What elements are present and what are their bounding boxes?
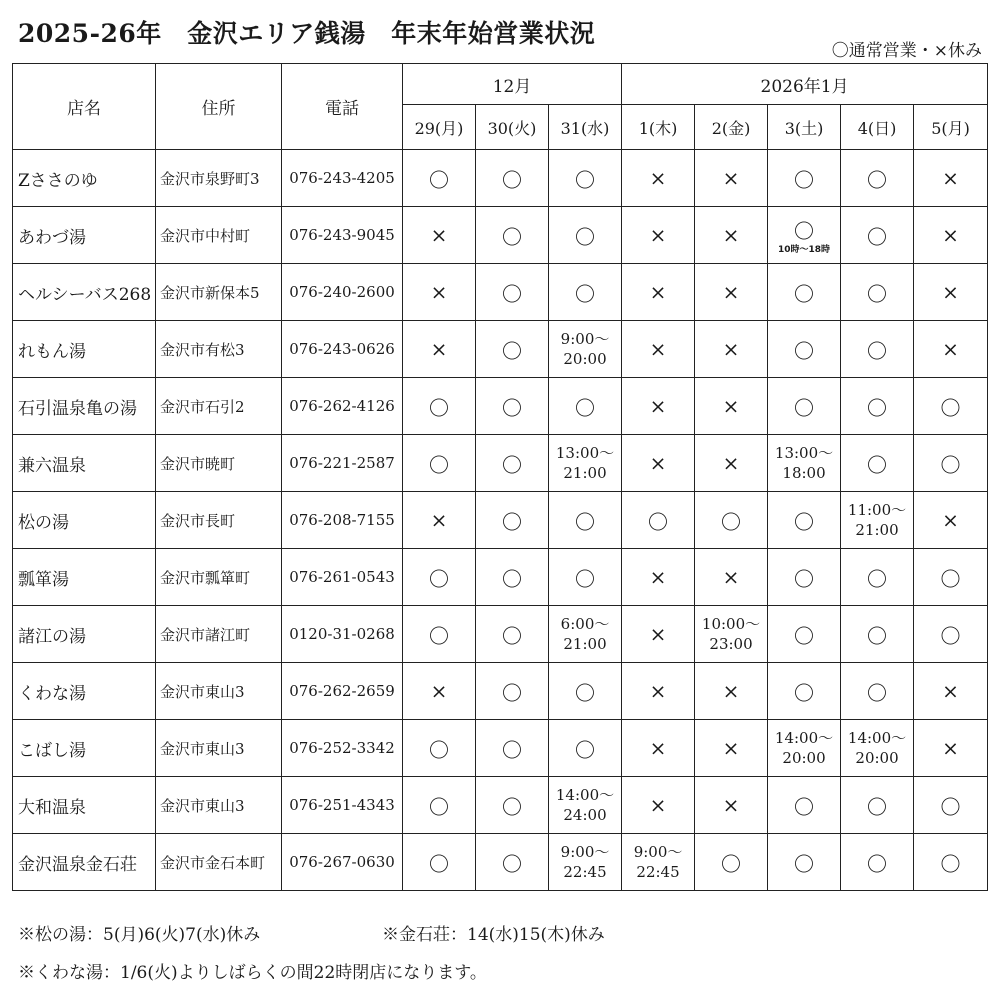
day-status-cell — [476, 435, 549, 492]
hours-open: 10:00～ — [701, 615, 761, 633]
status-mark: × — [649, 166, 667, 190]
day-status-cell — [768, 378, 841, 435]
bathhouse-address: 金沢市中村町 — [156, 207, 282, 264]
bathhouse-name: れもん湯 — [13, 321, 156, 378]
status-mark: × — [722, 223, 740, 247]
status-mark: × — [942, 166, 959, 190]
day-status-cell — [841, 378, 914, 435]
day-status-cell — [768, 492, 841, 549]
day-status-cell — [914, 207, 988, 264]
footnote-kuwanayu: ※くわな湯：1/6(火)よりしばらくの間22時閉店になります。 — [18, 963, 487, 983]
bathhouse-address: 金沢市東山3 — [156, 777, 282, 834]
day-status-cell — [768, 150, 841, 207]
day-status-cell — [476, 207, 549, 264]
status-mark: 〇 — [794, 680, 815, 705]
bathhouse-phone: 076-243-0626 — [282, 321, 403, 378]
header-day: 1(木) — [622, 105, 695, 150]
day-status-cell — [841, 549, 914, 606]
status-mark: 〇 — [794, 794, 815, 819]
day-hours-cell — [768, 720, 841, 777]
day-status-cell — [622, 435, 695, 492]
day-status-cell — [914, 492, 988, 549]
hours-open: 6:00～ — [560, 615, 610, 633]
day-status-cell — [695, 150, 768, 207]
status-mark: 〇 — [575, 224, 596, 249]
day-status-cell — [622, 606, 695, 663]
status-mark: 〇 — [721, 851, 742, 876]
day-status-cell — [768, 663, 841, 720]
status-mark: 〇 — [867, 281, 888, 306]
status-mark: × — [942, 223, 959, 247]
day-hours-cell — [549, 435, 622, 492]
status-mark: 〇 — [502, 623, 522, 648]
day-status-cell — [476, 549, 549, 606]
table-row — [13, 606, 988, 663]
day-status-cell — [841, 606, 914, 663]
table-row — [13, 435, 988, 492]
bathhouse-phone: 076-262-2659 — [282, 663, 403, 720]
status-mark: 〇 — [794, 218, 815, 243]
status-mark: 〇 — [429, 167, 449, 192]
bathhouse-name: くわな湯 — [13, 663, 156, 720]
day-status-cell — [768, 321, 841, 378]
day-status-cell — [768, 549, 841, 606]
bathhouse-address: 金沢市新保本5 — [156, 264, 282, 321]
day-status-cell — [914, 321, 988, 378]
day-status-cell — [768, 834, 841, 891]
status-mark: 〇 — [867, 851, 888, 876]
hours-open: 13:00～ — [774, 444, 834, 462]
bathhouse-address: 金沢市瓢箪町 — [156, 549, 282, 606]
hours-open: 9:00～ — [560, 843, 610, 861]
status-mark: × — [942, 337, 959, 361]
day-status-cell — [549, 663, 622, 720]
status-mark: 〇 — [429, 395, 449, 420]
day-status-cell — [695, 321, 768, 378]
status-mark: × — [722, 280, 740, 304]
day-status-cell — [695, 492, 768, 549]
day-status-cell — [695, 378, 768, 435]
status-mark: × — [649, 394, 667, 418]
day-status-cell — [622, 321, 695, 378]
status-mark: × — [430, 679, 448, 703]
day-hours-cell — [841, 492, 914, 549]
status-mark: 〇 — [575, 737, 596, 762]
status-mark: 〇 — [502, 338, 522, 363]
status-mark: 〇 — [502, 509, 522, 534]
header-day: 2(金) — [695, 105, 768, 150]
bathhouse-phone: 076-261-0543 — [282, 549, 403, 606]
table-row — [13, 720, 988, 777]
day-status-cell — [622, 777, 695, 834]
status-mark: 〇 — [648, 509, 669, 534]
hours-close: 20:00 — [782, 749, 826, 767]
bathhouse-phone: 076-240-2600 — [282, 264, 403, 321]
status-mark: 〇 — [429, 452, 449, 477]
status-mark: 〇 — [794, 281, 815, 306]
hours-open: 9:00～ — [633, 843, 683, 861]
bathhouse-name: Zささのゆ — [13, 150, 156, 207]
hours-open: 14:00～ — [555, 786, 615, 804]
day-status-cell — [549, 549, 622, 606]
hours-close: 21:00 — [563, 464, 607, 482]
status-mark: 〇 — [502, 737, 522, 762]
day-hours-cell — [622, 834, 695, 891]
day-status-cell — [914, 663, 988, 720]
status-mark: 〇 — [867, 794, 888, 819]
day-status-cell — [841, 321, 914, 378]
day-status-cell — [622, 492, 695, 549]
table-row — [13, 150, 988, 207]
bathhouse-phone: 076-243-4205 — [282, 150, 403, 207]
day-status-cell — [403, 549, 476, 606]
status-mark: × — [722, 565, 740, 589]
status-mark: 〇 — [429, 851, 449, 876]
day-status-cell — [476, 378, 549, 435]
day-status-cell — [914, 549, 988, 606]
bathhouse-address: 金沢市有松3 — [156, 321, 282, 378]
day-hours-cell — [768, 435, 841, 492]
day-status-cell — [622, 150, 695, 207]
header-day: 3(土) — [768, 105, 841, 150]
day-status-cell — [914, 264, 988, 321]
table-row — [13, 492, 988, 549]
status-mark: 〇 — [867, 566, 888, 591]
header-phone: 電話 — [282, 64, 403, 150]
day-status-cell — [403, 663, 476, 720]
table-row — [13, 663, 988, 720]
bathhouse-address: 金沢市石引2 — [156, 378, 282, 435]
day-status-cell — [914, 606, 988, 663]
day-status-cell — [695, 549, 768, 606]
hours-open: 14:00～ — [847, 729, 907, 747]
table-row — [13, 549, 988, 606]
day-status-cell — [841, 264, 914, 321]
schedule-table — [12, 63, 988, 891]
status-mark: 〇 — [794, 623, 815, 648]
header-address: 住所 — [156, 64, 282, 150]
day-status-cell — [695, 720, 768, 777]
bathhouse-phone: 076-221-2587 — [282, 435, 403, 492]
day-hours-cell — [841, 720, 914, 777]
status-mark: × — [722, 793, 740, 817]
hours-open: 13:00～ — [555, 444, 615, 462]
header-day: 30(火) — [476, 105, 549, 150]
day-status-cell — [476, 606, 549, 663]
bathhouse-address: 金沢市泉野町3 — [156, 150, 282, 207]
day-status-cell — [622, 663, 695, 720]
day-status-cell — [768, 777, 841, 834]
bathhouse-name: あわづ湯 — [13, 207, 156, 264]
header-name: 店名 — [13, 64, 156, 150]
status-mark: 〇 — [575, 167, 596, 192]
bathhouse-name: こばし湯 — [13, 720, 156, 777]
status-mark: × — [649, 736, 667, 760]
status-mark: 〇 — [867, 623, 888, 648]
day-status-cell — [695, 435, 768, 492]
status-mark: 〇 — [940, 623, 961, 648]
status-mark: 〇 — [429, 623, 449, 648]
bathhouse-name: 兼六温泉 — [13, 435, 156, 492]
header-month-december: 12月 — [403, 64, 622, 105]
status-mark: × — [722, 679, 740, 703]
bathhouse-phone: 076-251-4343 — [282, 777, 403, 834]
status-mark: 〇 — [940, 566, 961, 591]
status-mark: 〇 — [867, 338, 888, 363]
day-status-cell — [914, 720, 988, 777]
status-mark: 〇 — [575, 281, 596, 306]
status-mark: × — [430, 337, 448, 361]
bathhouse-address: 金沢市長町 — [156, 492, 282, 549]
header-day: 31(水) — [549, 105, 622, 150]
header-day: 4(日) — [841, 105, 914, 150]
status-mark: × — [942, 679, 959, 703]
footnote-matsunoyu: ※松の湯：5(月)6(火)7(水)休み — [18, 925, 261, 945]
table-row — [13, 264, 988, 321]
table-row — [13, 378, 988, 435]
day-status-cell — [403, 378, 476, 435]
status-mark: × — [649, 451, 667, 475]
bathhouse-address: 金沢市東山3 — [156, 720, 282, 777]
bathhouse-name: 大和温泉 — [13, 777, 156, 834]
day-status-cell — [476, 492, 549, 549]
status-mark: 〇 — [794, 566, 815, 591]
status-mark: 〇 — [429, 794, 449, 819]
bathhouse-phone: 076-262-4126 — [282, 378, 403, 435]
status-mark: 〇 — [940, 851, 961, 876]
day-hours-cell — [695, 606, 768, 663]
status-mark: × — [722, 736, 740, 760]
bathhouse-address: 金沢市暁町 — [156, 435, 282, 492]
status-mark: 〇 — [575, 509, 596, 534]
status-mark: 〇 — [502, 281, 522, 306]
day-status-cell — [622, 549, 695, 606]
bathhouse-name: 諸江の湯 — [13, 606, 156, 663]
status-mark: 〇 — [867, 224, 888, 249]
day-status-cell — [768, 207, 841, 264]
day-status-cell — [841, 834, 914, 891]
day-status-cell — [403, 606, 476, 663]
status-mark: × — [649, 223, 667, 247]
day-status-cell — [476, 150, 549, 207]
day-hours-cell — [549, 834, 622, 891]
status-mark: 〇 — [429, 566, 449, 591]
status-mark: 〇 — [502, 224, 522, 249]
table-row — [13, 321, 988, 378]
bathhouse-name: 金沢温泉金石荘 — [13, 834, 156, 891]
status-mark: 〇 — [940, 794, 961, 819]
hours-close: 18:00 — [782, 464, 826, 482]
bathhouse-address: 金沢市東山3 — [156, 663, 282, 720]
hours-close: 22:45 — [636, 863, 680, 881]
status-mark: 〇 — [794, 509, 815, 534]
status-mark: 〇 — [867, 680, 888, 705]
hours-open: 9:00～ — [560, 330, 610, 348]
bathhouse-phone: 076-267-0630 — [282, 834, 403, 891]
bathhouse-phone: 076-208-7155 — [282, 492, 403, 549]
day-hours-cell — [549, 321, 622, 378]
day-status-cell — [403, 150, 476, 207]
status-mark: × — [649, 337, 667, 361]
bathhouse-name: ヘルシーバス268 — [13, 264, 156, 321]
day-status-cell — [914, 150, 988, 207]
day-status-cell — [549, 207, 622, 264]
day-status-cell — [622, 378, 695, 435]
hours-close: 20:00 — [563, 350, 607, 368]
table-row — [13, 207, 988, 264]
bathhouse-phone: 076-252-3342 — [282, 720, 403, 777]
header-day: 5(月) — [914, 105, 988, 150]
day-status-cell — [476, 321, 549, 378]
bathhouse-phone: 0120-31-0268 — [282, 606, 403, 663]
header-month-january: 2026年1月 — [622, 64, 988, 105]
status-mark: 〇 — [794, 338, 815, 363]
hours-close: 21:00 — [855, 521, 899, 539]
day-status-cell — [622, 207, 695, 264]
day-status-cell — [476, 777, 549, 834]
status-mark: × — [430, 223, 448, 247]
status-mark: 〇 — [940, 452, 961, 477]
status-mark: 〇 — [575, 680, 596, 705]
table-row — [13, 834, 988, 891]
status-mark: × — [722, 394, 740, 418]
hours-close: 23:00 — [709, 635, 753, 653]
day-status-cell — [622, 720, 695, 777]
hours-open: 11:00～ — [847, 501, 907, 519]
day-status-cell — [695, 777, 768, 834]
status-mark: × — [649, 280, 667, 304]
status-mark: 〇 — [867, 167, 888, 192]
day-status-cell — [914, 834, 988, 891]
day-status-cell — [476, 663, 549, 720]
day-status-cell — [841, 777, 914, 834]
status-mark: × — [722, 451, 740, 475]
day-status-cell — [549, 264, 622, 321]
status-mark: × — [942, 508, 959, 532]
status-mark: × — [649, 622, 667, 646]
status-mark: 〇 — [502, 452, 522, 477]
day-hours-cell — [549, 777, 622, 834]
day-status-cell — [403, 264, 476, 321]
day-status-cell — [695, 663, 768, 720]
status-mark: × — [649, 565, 667, 589]
status-mark: 〇 — [502, 167, 522, 192]
header-day: 29(月) — [403, 105, 476, 150]
day-status-cell — [914, 378, 988, 435]
hours-close: 20:00 — [855, 749, 899, 767]
legend: 〇通常営業・×休み — [831, 41, 982, 61]
day-status-cell — [403, 777, 476, 834]
status-mark: × — [430, 508, 448, 532]
day-status-cell — [549, 492, 622, 549]
day-status-cell — [914, 777, 988, 834]
bathhouse-address: 金沢市諸江町 — [156, 606, 282, 663]
day-status-cell — [403, 435, 476, 492]
day-status-cell — [403, 834, 476, 891]
day-status-cell — [622, 264, 695, 321]
status-mark: 〇 — [502, 794, 522, 819]
day-status-cell — [476, 720, 549, 777]
bathhouse-name: 瓢箪湯 — [13, 549, 156, 606]
hours-open: 14:00～ — [774, 729, 834, 747]
status-mark: 〇 — [502, 566, 522, 591]
day-status-cell — [403, 321, 476, 378]
status-note: 10時～18時 — [778, 244, 831, 255]
day-status-cell — [768, 606, 841, 663]
status-mark: 〇 — [575, 566, 596, 591]
status-mark: 〇 — [502, 395, 522, 420]
day-status-cell — [549, 378, 622, 435]
day-status-cell — [549, 150, 622, 207]
status-mark: × — [430, 280, 448, 304]
status-mark: 〇 — [502, 851, 522, 876]
bathhouse-name: 石引温泉亀の湯 — [13, 378, 156, 435]
day-status-cell — [476, 264, 549, 321]
day-status-cell — [841, 207, 914, 264]
day-status-cell — [403, 492, 476, 549]
day-status-cell — [841, 663, 914, 720]
hours-close: 21:00 — [563, 635, 607, 653]
status-mark: 〇 — [429, 737, 449, 762]
status-mark: × — [722, 337, 740, 361]
status-mark: 〇 — [940, 395, 961, 420]
bathhouse-phone: 076-243-9045 — [282, 207, 403, 264]
status-mark: 〇 — [575, 395, 596, 420]
day-status-cell — [476, 834, 549, 891]
day-hours-cell — [549, 606, 622, 663]
status-mark: × — [942, 736, 959, 760]
day-status-cell — [914, 435, 988, 492]
status-mark: 〇 — [502, 680, 522, 705]
day-status-cell — [549, 720, 622, 777]
status-mark: × — [722, 166, 740, 190]
status-mark: 〇 — [794, 851, 815, 876]
day-status-cell — [403, 207, 476, 264]
status-mark: × — [942, 280, 959, 304]
day-status-cell — [695, 834, 768, 891]
status-mark: 〇 — [867, 395, 888, 420]
page-title: 2025-26年 金沢エリア銭湯 年末年始営業状況 — [18, 19, 596, 48]
bathhouse-name: 松の湯 — [13, 492, 156, 549]
status-mark: 〇 — [794, 395, 815, 420]
day-status-cell — [841, 435, 914, 492]
status-mark: 〇 — [867, 452, 888, 477]
day-status-cell — [768, 264, 841, 321]
table-row — [13, 777, 988, 834]
status-mark: 〇 — [721, 509, 742, 534]
day-status-cell — [841, 150, 914, 207]
hours-close: 22:45 — [563, 863, 607, 881]
status-mark: × — [649, 679, 667, 703]
day-status-cell — [403, 720, 476, 777]
bathhouse-address: 金沢市金石本町 — [156, 834, 282, 891]
day-status-cell — [695, 264, 768, 321]
status-mark: × — [649, 793, 667, 817]
day-status-cell — [695, 207, 768, 264]
status-mark: 〇 — [794, 167, 815, 192]
hours-close: 24:00 — [563, 806, 607, 824]
table-body — [13, 150, 988, 891]
footnote-kanaiwasou: ※金石荘：14(水)15(木)休み — [382, 925, 605, 945]
